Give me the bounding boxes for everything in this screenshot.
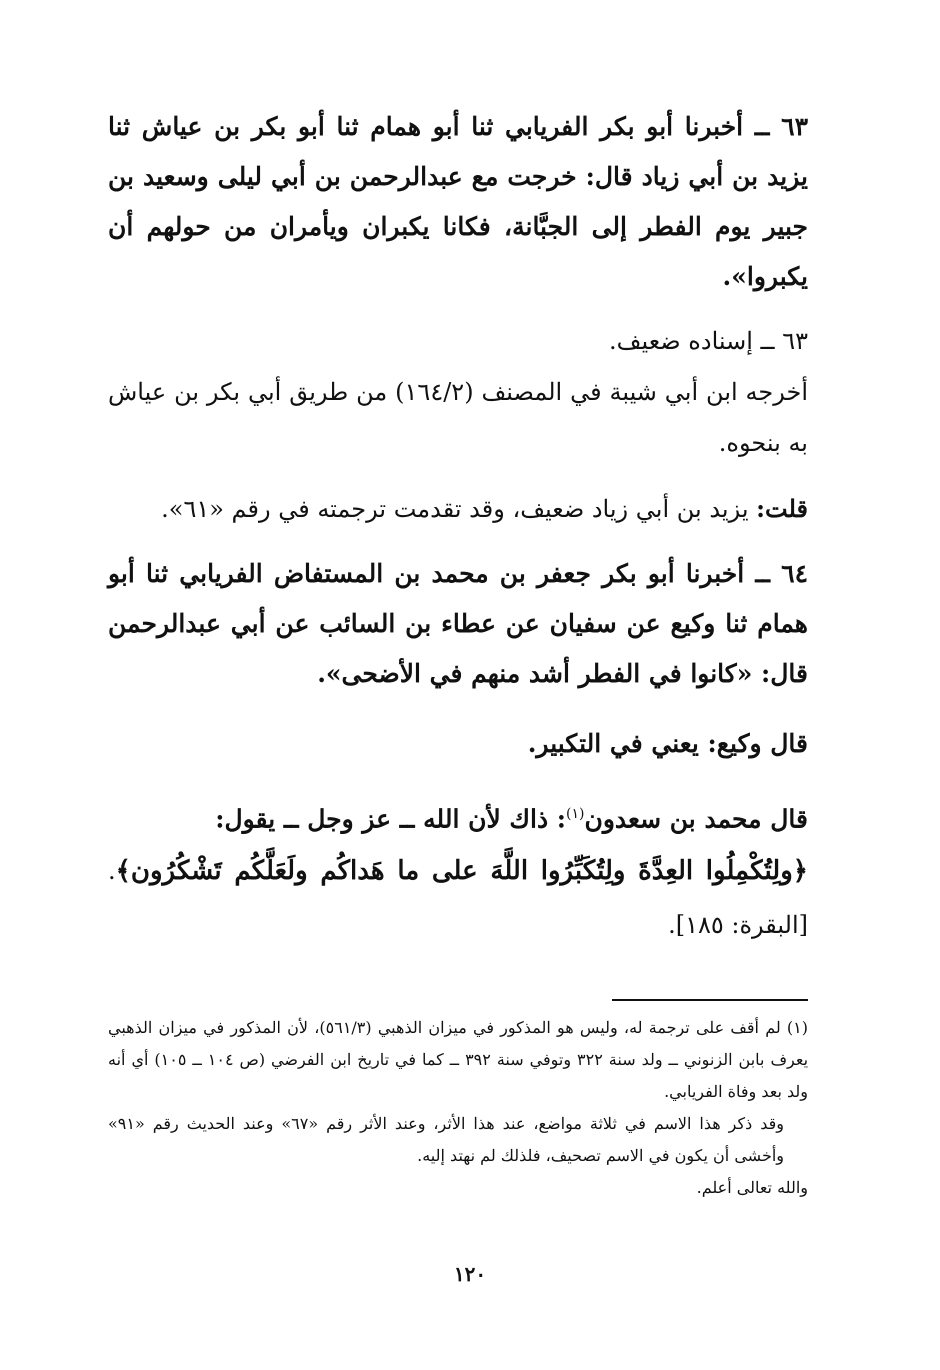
footnote-1: (١) لم أقف على ترجمة له، وليس هو المذكور في ميزان الذهبي (٥٦١/٣)، لأن المذكور في ميزان الذهبي يعرف بابن الزنوني ــ ولد سنة ٣٢٢ وتوفي سنة ٣٩٢ ــ كما في تاريخ ابن الفرضي (ص ١٠٤ ــ ١٠٥) أي أنه ولد بعد وفاة الفريابي. <box>108 1018 809 1101</box>
ibn-saadun-suffix: : ذاك لأن الله ــ عز وجل ــ يقول: <box>215 804 567 834</box>
page-number: ١٢٠ <box>453 1262 487 1286</box>
footnote-separator <box>612 999 808 1001</box>
hadith-64: ٦٤ ــ أخبرنا أبو بكر جعفر بن محمد بن المستفاض الفريابي ثنا أبو همام ثنا وكيع عن سفيان عن عطاء بن السائب عن أبي عبدالرحمن قال: «كانوا في الفطر أشد منهم في الأضحى». <box>108 559 808 688</box>
hadith-63: ٦٣ ــ أخبرنا أبو بكر الفريابي ثنا أبو همام ثنا أبو بكر بن عياش ثنا يزيد بن أبي زياد قال: خرجت مع عبدالرحمن بن أبي ليلى وسعيد بن جبير يوم الفطر إلى الجبَّانة، فكانا يكبران ويأمران من حولهم أن يكبروا». <box>108 112 808 291</box>
ibn-saadun-prefix: قال محمد بن سعدون <box>584 804 808 834</box>
qultu-text: يزيد بن أبي زياد ضعيف، وقد تقدمت ترجمته في رقم «٦١». <box>161 495 757 523</box>
footnote-ref-1: (١) <box>566 806 585 822</box>
waki-comment: قال وكيع: يعني في التكبير. <box>527 729 808 758</box>
footnotes <box>108 1012 808 1204</box>
ibn-saadun-comment <box>108 789 808 844</box>
quran-reference: . [البقرة: ١٨٥]. <box>108 857 808 940</box>
takhrij-63: أخرجه ابن أبي شيبة في المصنف (١٦٤/٢) من طريق أبي بكر بن عياش به بنحوه. <box>108 378 809 457</box>
grading-63: ٦٣ ــ إسناده ضعيف. <box>609 327 808 355</box>
main-text <box>108 102 808 952</box>
quran-verse: ﴿ولِتُكْمِلُوا العِدَّةَ ولِتُكَبِّرُوا اللَّهَ على ما هَداكُم ولَعَلَّكُم تَشْكُرُون﴾ <box>115 856 808 887</box>
quran-quote <box>108 844 808 952</box>
qultu-label: قلت: <box>756 494 808 523</box>
qultu-63 <box>108 483 808 535</box>
footnote-1-closing: والله تعالى أعلم. <box>696 1178 808 1197</box>
footnote-1-continuation: وقد ذكر هذا الاسم في ثلاثة مواضع، عند هذا الأثر، وعند الأثر رقم «٦٧» وعند الحديث رقم «٩١» وأخشى أن يكون في الاسم تصحيف، فلذلك لم نهتد إليه. <box>108 1114 784 1165</box>
